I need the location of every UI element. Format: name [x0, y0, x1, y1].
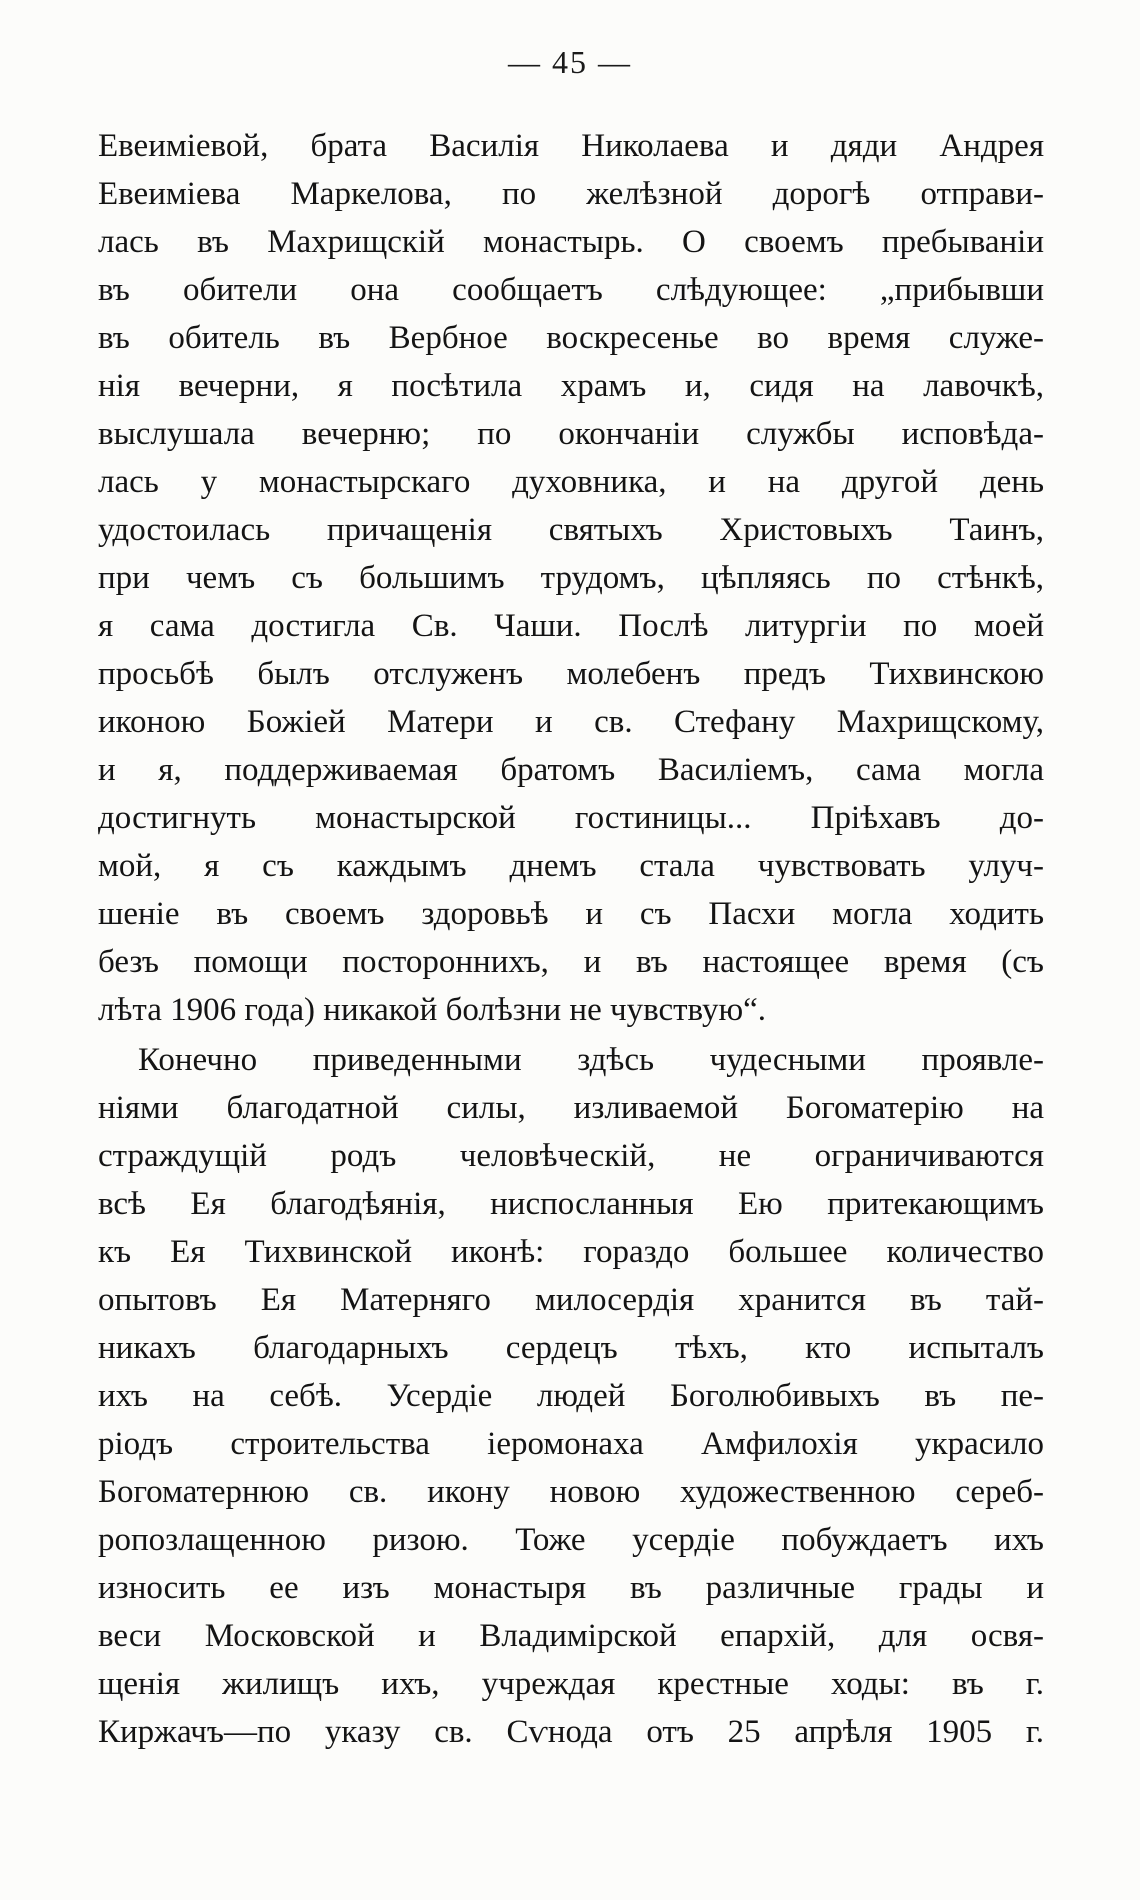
- text-line: лась у монастырскаго духовника, и на другой день: [98, 464, 1044, 500]
- text-line: Богоматернюю св. икону новою художественною сереб-: [98, 1474, 1044, 1510]
- text-line: опытовъ Ея Матерняго милосердія хранится въ тай-: [98, 1282, 1044, 1318]
- text-line: удостоилась причащенія святыхъ Христовыхъ Таинъ,: [98, 512, 1044, 548]
- text-line: Конечно приведенными здѣсь чудесными проявле-: [138, 1042, 1044, 1078]
- text-line: нія вечерни, я посѣтила храмъ и, сидя на лавочкѣ,: [98, 368, 1044, 404]
- text-line: ніями благодатной силы, изливаемой Богоматерію на: [98, 1090, 1044, 1126]
- text-line: Киржачъ—по указу св. Сѵнода отъ 25 апрѣля 1905 г.: [98, 1714, 1044, 1750]
- text-line: иконою Божіей Матери и св. Стефану Махрищскому,: [98, 704, 1044, 740]
- text-line: въ обители она сообщаетъ слѣдующее: „прибывши: [98, 272, 1044, 308]
- text-line: просьбѣ былъ отслуженъ молебенъ предъ Тихвинскою: [98, 656, 1044, 692]
- text-line: щенія жилищъ ихъ, учреждая крестные ходы: въ г.: [98, 1666, 1044, 1702]
- text-line: къ Ея Тихвинской иконѣ: гораздо большее количество: [98, 1234, 1044, 1270]
- text-line: лѣта 1906 года) никакой болѣзни не чувствую“.: [98, 992, 767, 1028]
- text-line: Евеиміева Маркелова, по желѣзной дорогѣ отправи-: [98, 176, 1044, 212]
- text-line: выслушала вечерню; по окончаніи службы исповѣда-: [98, 416, 1044, 452]
- paragraph-2: [98, 1036, 1044, 1756]
- text-line: лась въ Махрищскій монастырь. О своемъ пребываніи: [98, 224, 1044, 260]
- text-line: въ обитель въ Вербное воскресенье во время служе-: [98, 320, 1044, 356]
- text-line: и я, поддерживаемая братомъ Василіемъ, сама могла: [98, 752, 1044, 788]
- text-line: шеніе въ своемъ здоровьѣ и съ Пасхи могла ходить: [98, 896, 1044, 932]
- text-line: безъ помощи постороннихъ, и въ настоящее время (съ: [98, 944, 1044, 980]
- text-line: при чемъ съ большимъ трудомъ, цѣпляясь по стѣнкѣ,: [98, 560, 1044, 596]
- page-number: — 45 —: [508, 44, 632, 80]
- text-line: никахъ благодарныхъ сердецъ тѣхъ, кто испыталъ: [98, 1330, 1044, 1366]
- text-line: мой, я съ каждымъ днемъ стала чувствовать улуч-: [98, 848, 1044, 884]
- body-text: [98, 122, 1044, 1756]
- text-line: всѣ Ея благодѣянія, ниспосланныя Ею притекающимъ: [98, 1186, 1044, 1222]
- text-line: ропозлащенною ризою. Тоже усердіе побуждаетъ ихъ: [98, 1522, 1044, 1558]
- paragraph-1: [98, 122, 1044, 1034]
- text-line: достигнуть монастырской гостиницы... Пріѣхавъ до-: [98, 800, 1044, 836]
- text-line: я сама достигла Св. Чаши. Послѣ литургіи по моей: [98, 608, 1044, 644]
- text-line: ихъ на себѣ. Усердіе людей Боголюбивыхъ въ пе-: [98, 1378, 1044, 1414]
- text-line: ріодъ строительства іеромонаха Амфилохія украсило: [98, 1426, 1044, 1462]
- text-line: износить ее изъ монастыря въ различные грады и: [98, 1570, 1044, 1606]
- text-line: страждущій родъ человѣческій, не ограничиваются: [98, 1138, 1044, 1174]
- text-line: Евеиміевой, брата Василія Николаева и дяди Андрея: [98, 128, 1044, 164]
- text-line: веси Московской и Владимірской епархій, для освя-: [98, 1618, 1044, 1654]
